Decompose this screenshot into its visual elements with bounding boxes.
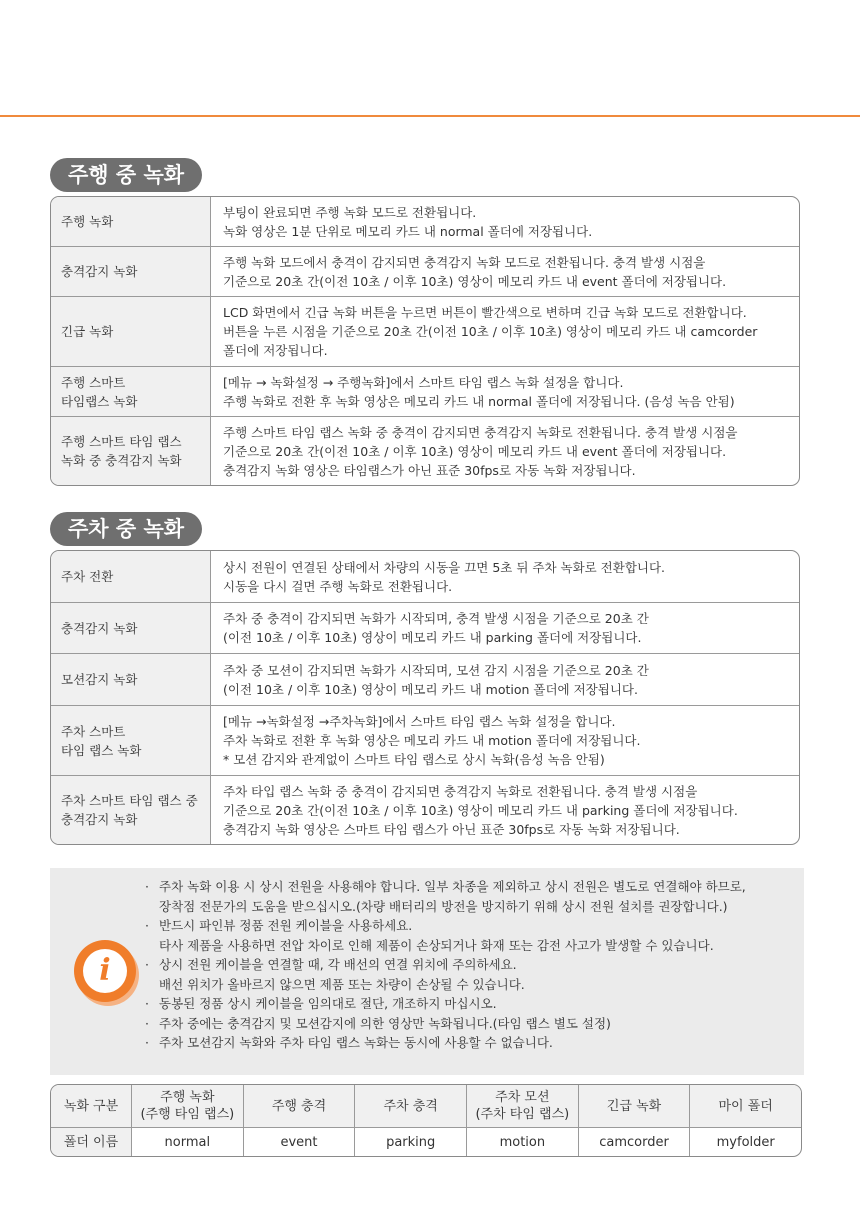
folder-value-row [51, 1127, 801, 1156]
header-rule [0, 115, 860, 117]
table-row [51, 246, 799, 296]
folder-name: motion [466, 1128, 578, 1156]
table-row [51, 775, 799, 844]
row-description: LCD 화면에서 긴급 녹화 버튼을 누르면 버튼이 빨간색으로 변하며 긴급 녹화 모드로 전환합니다. 버튼을 누른 시점을 기준으로 20초 간(이전 10초 / 이후 10초) 영상이 메모리 카드 내 camcorder 폴더에 저장됩니다. [223, 305, 758, 358]
list-item: · 주차 중에는 충격감지 및 모션감지에 의한 영상만 녹화됩니다.(타임 랩스 별도 설정) [145, 1015, 611, 1031]
folder-column-head: 긴급 녹화 [578, 1085, 690, 1127]
row-description: 주행 스마트 타임 랩스 녹화 중 충격이 감지되면 충격감지 녹화로 전환됩니다. 충격 발생 시점을 기준으로 20초 간(이전 10초 / 이후 10초) 영상이 메모리 카드 내 event 폴더에 저장됩니다. 충격감지 녹화 영상은 타임랩스가 아닌 표준 30fps로 자동 녹화 저장됩니다. [223, 424, 738, 478]
parking-section [50, 512, 800, 845]
section-title-parking: 주차 중 녹화 [50, 512, 202, 546]
row-description: 주차 중 모션이 감지되면 녹화가 시작되며, 모션 감지 시점을 기준으로 20초 간 (이전 10초 / 이후 10초) 영상이 메모리 카드 내 motion 폴더에 저장됩니다. [223, 662, 649, 697]
row-description: 주차 타입 랩스 녹화 중 충격이 감지되면 충격감지 녹화로 전환됩니다. 충격 발생 시점을 기준으로 20초 간(이전 10초 / 이후 10초) 영상이 메모리 카드 내 parking 폴더에 저장됩니다. 충격감지 녹화 영상은 스마트 타임 랩스가 아닌 표준 30fps로 자동 녹화 저장됩니다. [223, 783, 738, 837]
folder-header-label: 녹화 구분 [51, 1085, 131, 1127]
row-label: 주차 전환 [51, 551, 211, 602]
folder-column-head: 마이 폴더 [689, 1085, 801, 1127]
table-row [51, 551, 799, 602]
row-description: [메뉴 → 녹화설정 → 주행녹화]에서 스마트 타임 랩스 녹화 설정을 합니다. 주행 녹화로 전환 후 녹화 영상은 메모리 카드 내 normal 폴더에 저장됩니다. (음성 녹음 안됨) [223, 374, 735, 409]
row-label: 주차 스마트 타임 랩스 녹화 [51, 706, 211, 775]
list-item: · 반드시 파인뷰 정품 전원 케이블을 사용하세요. 타사 제품을 사용하면 전압 차이로 인해 제품이 손상되거나 화재 또는 감전 사고가 발생할 수 있습니다. [145, 918, 714, 953]
notes-list [145, 877, 785, 1053]
row-label: 충격감지 녹화 [51, 247, 211, 296]
folder-header-row [51, 1085, 801, 1127]
row-label: 긴급 녹화 [51, 297, 211, 366]
driving-table [50, 196, 800, 486]
parking-table [50, 550, 800, 845]
row-description: 상시 전원이 연결된 상태에서 차량의 시동을 끄면 5초 뒤 주차 녹화로 전환합니다. 시동을 다시 걸면 주행 녹화로 전환됩니다. [223, 559, 666, 594]
row-description: 부팅이 완료되면 주행 녹화 모드로 전환됩니다. 녹화 영상은 1분 단위로 메모리 카드 내 normal 폴더에 저장됩니다. [223, 204, 593, 239]
table-row [51, 653, 799, 705]
list-item: · 상시 전원 케이블을 연결할 때, 각 배선의 연결 위치에 주의하세요. 배선 위치가 올바르지 않으면 제품 또는 차량이 손상될 수 있습니다. [145, 957, 525, 992]
folder-name: normal [131, 1128, 243, 1156]
row-label: 충격감지 녹화 [51, 603, 211, 653]
table-row [51, 366, 799, 416]
folder-name: camcorder [578, 1128, 690, 1156]
folder-column-head: 주행 충격 [243, 1085, 355, 1127]
table-row [51, 416, 799, 485]
row-description: 주행 녹화 모드에서 충격이 감지되면 충격감지 녹화 모드로 전환됩니다. 충격 발생 시점을 기준으로 20초 간(이전 10초 / 이후 10초) 영상이 메모리 카드 내 event 폴더에 저장됩니다. [223, 254, 727, 289]
folder-column-head: 주차 모션 (주차 타임 랩스) [466, 1085, 578, 1127]
list-item: · 주차 녹화 이용 시 상시 전원을 사용해야 합니다. 일부 차종을 제외하고 상시 전원은 별도로 연결해야 하므로, 장착점 전문가의 도움을 받으십시오.(차량 배터리의 방전을 방지하기 위해 상시 전원 설치를 권장합니다.) [145, 879, 746, 914]
row-description: 주차 중 충격이 감지되면 녹화가 시작되며, 충격 발생 시점을 기준으로 20초 간 (이전 10초 / 이후 10초) 영상이 메모리 카드 내 parking 폴더에 저장됩니다. [223, 611, 649, 645]
row-label: 모션감지 녹화 [51, 654, 211, 705]
notes-box [50, 868, 804, 1075]
row-label: 주행 스마트 타임 랩스 녹화 중 충격감지 녹화 [51, 417, 211, 485]
table-row [51, 197, 799, 246]
info-icon: i [74, 940, 136, 1002]
folder-name: event [243, 1128, 355, 1156]
row-label: 주행 녹화 [51, 197, 211, 246]
folder-name: myfolder [689, 1128, 801, 1156]
folder-table [50, 1084, 802, 1157]
folder-value-label: 폴더 이름 [51, 1128, 131, 1156]
row-description: [메뉴 →녹화설정 →주차녹화]에서 스마트 타임 랩스 녹화 설정을 합니다. 주차 녹화로 전환 후 녹화 영상은 메모리 카드 내 motion 폴더에 저장됩니다. * 모션 감지와 관계없이 스마트 타임 랩스로 상시 녹화(음성 녹음 안됨) [223, 714, 641, 767]
row-label: 주행 스마트 타임랩스 녹화 [51, 367, 211, 416]
section-title-driving: 주행 중 녹화 [50, 158, 202, 192]
table-row [51, 705, 799, 775]
folder-column-head: 주차 충격 [354, 1085, 466, 1127]
folder-name: parking [354, 1128, 466, 1156]
row-label: 주차 스마트 타임 랩스 중 충격감지 녹화 [51, 776, 211, 844]
list-item: · 주차 모션감지 녹화와 주차 타임 랩스 녹화는 동시에 사용할 수 없습니다. [145, 1035, 553, 1050]
driving-section [50, 158, 800, 486]
folder-column-head: 주행 녹화 (주행 타임 랩스) [131, 1085, 243, 1127]
table-row [51, 602, 799, 653]
list-item: · 동봉된 정품 상시 케이블을 임의대로 절단, 개조하지 마십시오. [145, 996, 497, 1011]
table-row [51, 296, 799, 366]
